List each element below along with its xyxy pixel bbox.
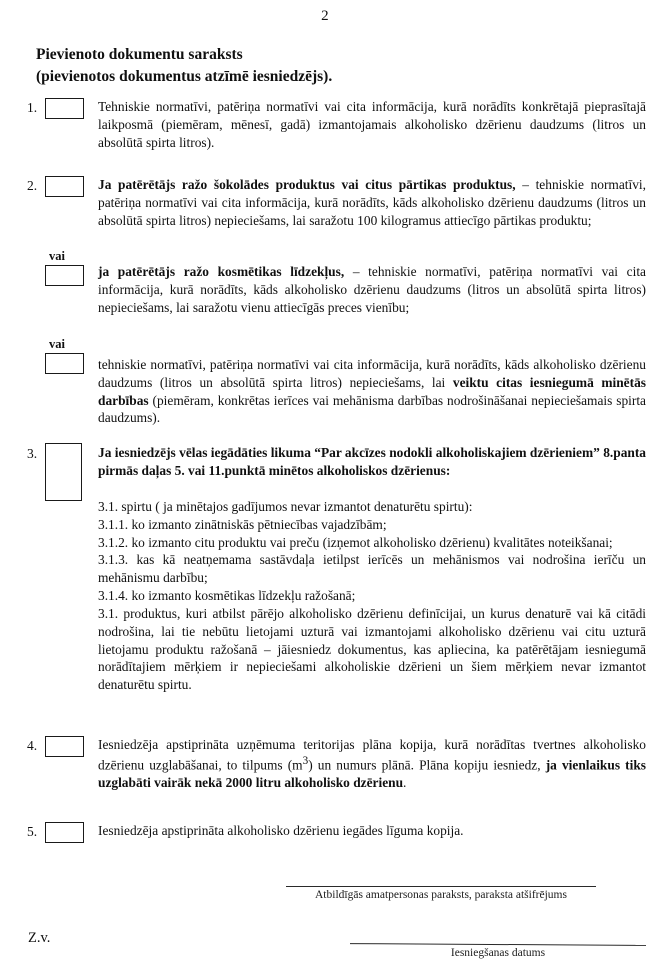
item-4-part3: . [403,775,407,791]
checkbox-item-2-alt-b[interactable] [45,353,84,374]
item-2-alt-b-part2: (piemēram, konkrētas ierīces vai mehānisma darbības nodrošināšanai nepieciešamais spirta daudzums). [98,392,646,426]
checkbox-item-1[interactable] [45,98,84,119]
signature-caption-date: Iesniegšanas datums [450,947,546,959]
or-label-1: vai [49,249,65,263]
page-title [36,44,596,88]
page-title-line-1: Pievienoto dokumentu saraksts [36,46,243,63]
item-3-lead-text [98,444,646,480]
item-2-alt-a-bold-lead: ja patērētājs ražo kosmētikas līdzekļus, [98,264,345,279]
checkbox-item-2[interactable] [45,176,84,197]
item-3-sub-3-1-3: 3.1.3. kas kā neatņemama sastāvdaļa ietilpst ierīcēs un mehānismos vai nodrošina ierīču un mehānismu darbību; [98,552,646,586]
item-4-part2: ) un numurs plānā. Plāna kopiju iesniedz, [308,757,546,773]
item-3-sub-3-1-1: 3.1.1. ko izmanto zinātniskās pētniecības vajadzībām; [98,516,387,532]
page-title-line-2: (pievienotos dokumentus atzīmē iesniedzējs). [36,68,333,85]
item-4-number: 4. [27,738,38,753]
item-3-number: 3. [27,446,38,461]
signature-block-official [286,886,596,903]
item-1-number: 1. [27,100,38,115]
item-3-sub-3-1-2: 3.1.2. ko izmanto citu produktu vai preču (izņemot alkoholisko dzērienu) kvalitātes noteikšanai; [98,534,613,550]
item-3-bold-lead: Ja iesniedzējs vēlas iegādāties likuma “Par akcīzes nodokli alkoholiskajiem dzērieniem” 8.panta pirmās daļas 5. vai 11.punktā minētos alkoholiskos dzērienus: [98,445,646,478]
signature-caption-official: Atbildīgās amatpersonas paraksts, paraksta atšifrējums [315,889,567,901]
item-2-alt-b-text [98,356,646,427]
item-2-alt-a-rest: – tehniskie normatīvi, patēriņa normatīvi vai cita informācija, kurā norādīts, kāds alkoholisko dzērienu daudzums (litros un absolūtā spirta litros) nepieciešams, lai saražotu vienu attiecīgās preces vienību; [98,264,646,315]
item-4-part1: Iesniedzēja apstiprināta uzņēmuma teritorijas plāna kopija, kurā norādītas tvertnes alkoholisko dzērienu uzglabāšanai, to tilpums (m [98,737,646,773]
page-number: 2 [321,8,329,24]
item-1-text: Tehniskie normatīvi, patēriņa normatīvi vai cita informācija, kurā norādīts konkrētajā pieprasītajā laikposmā (piemēram, mēnesī, gadā) izmantojamais alkoholisko dzērienu daudzums (litros un absolūtā spirta litros). [98,99,646,150]
checkbox-item-3[interactable] [45,443,82,501]
checkbox-item-5[interactable] [45,822,84,843]
item-3-sub-3-1-4: 3.1.4. ko izmanto kosmētikas līdzekļu ražošanā; [98,588,356,604]
item-2-rest: – tehniskie normatīvi, patēriņa normatīvi vai cita informācija, kurā norādīts, kāds alkoholisko dzērienu daudzums (litros un absolūtā spirta litros) nepieciešams, lai saražotu 100 kilogramus attiecīgo pārtikas produktu; [98,177,646,228]
or-label-2: vai [49,337,65,351]
item-3-sub-3-1-products: 3.1. produktus, kuri atbilst pārējo alkoholisko dzērienu definīcijai, un kurus denaturē vai kā citādi nodrošina, lai tie nebūtu lietojami uzturā vai izmantojami alkoholisko dzērienu vai citu uzturā lietojamu produktu ražošanā – jāiesniedz dokumentus, kas apliecina, ka patērētājam iesniegumā norādītajiem mērķiem ir nepieciešami alkoholiskie dzērieni un šiem mērķiem nevar izmantot denaturētu spirtu. [98,605,646,693]
item-4-superscript: 3 [302,754,309,767]
signature-block-date [350,944,646,961]
item-2-text [98,176,646,229]
seal-mark: Z.v. [28,930,51,946]
item-4-text [98,736,646,792]
item-5-number: 5. [27,824,38,839]
item-3-sublist [98,498,646,694]
checkbox-item-4[interactable] [45,736,84,757]
item-5-text: Iesniedzēja apstiprināta alkoholisko dzērienu iegādes līguma kopija. [98,823,464,838]
item-3-sub-3-1: 3.1. spirtu ( ja minētajos gadījumos nevar izmantot denaturētu spirtu): [98,499,473,514]
item-2-bold-lead: Ja patērētājs ražo šokolādes produktus vai citus pārtikas produktus, [98,177,516,192]
item-2-alt-b-part1: tehniskie normatīvi, patēriņa normatīvi vai cita informācija, kurā norādīts, kāds alkoholisko dzērienu daudzums (litros un absolūtā spirta litros) nepieciešams, lai [98,357,646,390]
checkbox-item-2-alt-a[interactable] [45,265,84,286]
item-2-number: 2. [27,178,38,193]
item-2-alt-a-text [98,263,646,316]
item-4-bold-mid: ja vienlaikus tiks uzglabāti vairāk nekā 2000 litru alkoholisko dzērienu [98,757,646,791]
item-2-alt-b-bold-mid: veiktu citas iesniegumā minētās darbības [98,374,646,408]
